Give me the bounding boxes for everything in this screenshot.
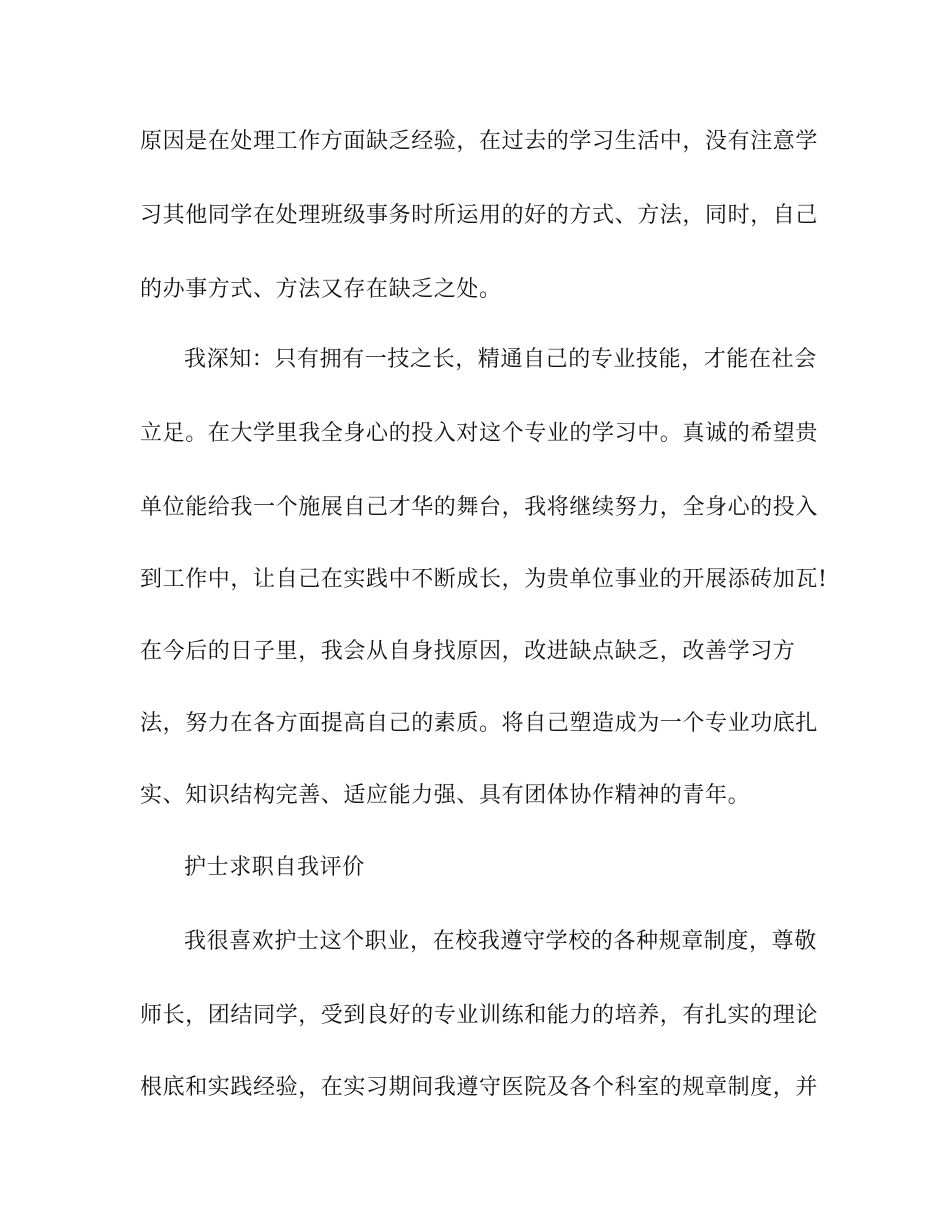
text-line: 法，努力在各方面提高自己的素质。将自己塑造成为一个专业功底扎	[140, 711, 819, 736]
text-line: 实、知识结构完善、适应能力强、具有团体协作精神的青年。	[140, 783, 751, 808]
text-line: 单位能给我一个施展自己才华的舞台，我将继续努力，全身心的投入	[140, 495, 819, 520]
text-line: 到工作中，让自己在实践中不断成长，为贵单位事业的开展添砖加瓦!	[140, 567, 828, 592]
section-heading: 护士求职自我评价	[184, 855, 365, 880]
text-line: 的办事方式、方法又存在缺乏之处。	[140, 277, 502, 302]
text-line: 师长，团结同学，受到良好的专业训练和能力的培养，有扎实的理论	[140, 1003, 819, 1028]
paragraph-start-line: 我深知：只有拥有一技之长，精通自己的专业技能，才能在社会	[184, 347, 817, 372]
text-line: 根底和实践经验，在实习期间我遵守医院及各个科室的规章制度，并	[140, 1075, 819, 1100]
paragraph-start-line: 我很喜欢护士这个职业，在校我遵守学校的各种规章制度，尊敬	[184, 929, 817, 954]
text-line: 习其他同学在处理班级事务时所运用的好的方式、方法，同时，自己	[140, 203, 819, 228]
text-line: 立足。在大学里我全身心的投入对这个专业的学习中。真诚的希望贵	[140, 421, 819, 446]
text-line: 在今后的日子里，我会从自身找原因，改进缺点缺乏，改善学习方	[140, 639, 796, 664]
text-line: 原因是在处理工作方面缺乏经验，在过去的学习生活中，没有注意学	[140, 129, 819, 154]
